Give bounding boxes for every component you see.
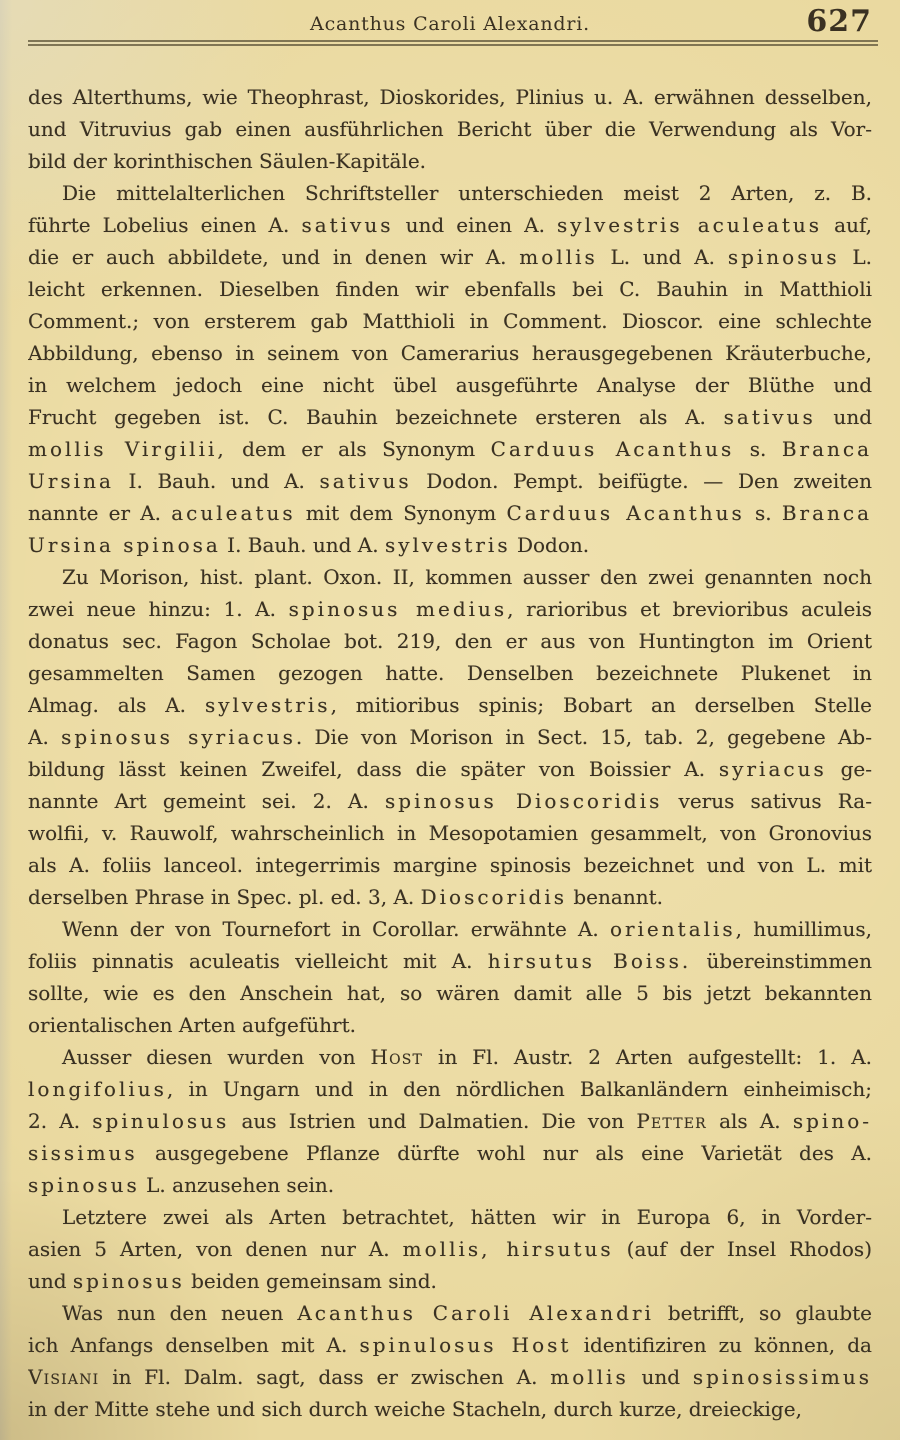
text-line <box>28 1137 872 1169</box>
text-segment: und einen A. <box>393 213 558 237</box>
text-line <box>28 529 872 561</box>
text-segment: beiden gemeinsam sind. <box>184 1269 437 1293</box>
text-segment: Dodon. <box>510 533 590 557</box>
species-name-emphasis: sativus <box>723 405 816 429</box>
species-name-emphasis: orientalis <box>609 917 736 941</box>
species-name-emphasis: Dioscoridis <box>420 885 568 909</box>
species-name-emphasis: sylvestris <box>384 533 511 557</box>
text-segment: , in Ungarn und in den nördlichen Balkanländern einheimisch; <box>166 1077 872 1101</box>
species-name-emphasis: syriacus <box>718 757 827 781</box>
text-segment: (auf der Insel Rhodos) <box>613 1237 872 1261</box>
text-line <box>28 1297 872 1329</box>
text-segment: Letztere zwei als Arten betrachtet, hätten wir in Europa 6, in Vorder- <box>62 1205 872 1229</box>
text-segment: und Vitruvius gab einen ausführlichen Bericht über die Verwendung als Vor- <box>28 117 872 141</box>
text-line <box>28 1169 872 1201</box>
text-segment: Dodon. Pempt. beifügte. — Den zweiten <box>411 469 872 493</box>
text-line <box>28 497 872 529</box>
species-name-emphasis: sissimus <box>28 1141 138 1165</box>
species-name-emphasis: Ursina spinosa <box>28 533 221 557</box>
text-segment: 2. A. <box>28 1109 93 1133</box>
species-name-emphasis: mollis <box>550 1365 629 1389</box>
text-line <box>28 977 872 1009</box>
text-segment: I. Bauh. und A. <box>220 533 385 557</box>
text-line <box>28 913 872 945</box>
species-name-emphasis: spinosus <box>28 1173 140 1197</box>
text-line <box>28 1041 872 1073</box>
species-name-emphasis: spinulosus <box>92 1109 230 1133</box>
text-segment: , mitioribus spinis; Bobart an derselben Stelle <box>330 693 872 717</box>
text-segment: in der Mitte stehe und sich durch weiche Stacheln, durch kurze, dreieckige, <box>28 1397 802 1421</box>
text-line <box>28 785 872 817</box>
text-line <box>28 881 872 913</box>
text-segment: als A. foliis lanceol. integerrimis margine spinosis bezeichnet und von L. mit <box>28 853 872 877</box>
text-segment: betrifft, so glaubte <box>653 1301 872 1325</box>
text-line <box>28 721 872 753</box>
text-line <box>28 945 872 977</box>
text-segment: L. anzusehen sein. <box>139 1173 335 1197</box>
species-name-emphasis: spinosissimus <box>692 1365 872 1389</box>
text-segment: Was nun den neuen <box>62 1301 298 1325</box>
text-segment: Zu Morison, hist. plant. Oxon. II, kommen ausser den zwei genannten noch <box>62 565 872 589</box>
species-name-emphasis: spino- <box>792 1109 872 1133</box>
text-line <box>28 81 872 113</box>
text-line <box>28 145 872 177</box>
text-segment: foliis pinnatis aculeatis vielleicht mit A. <box>28 949 488 973</box>
text-segment: ge- <box>826 757 872 781</box>
species-name-emphasis: spinosus medius <box>288 597 508 621</box>
text-line <box>28 209 872 241</box>
text-segment: dem er als Synonym <box>226 437 491 461</box>
text-segment: Die mittelalterlichen Schriftsteller unterschieden meist 2 Arten, z. B. <box>62 181 872 205</box>
text-segment: zwei neue hinzu: 1. A. <box>28 597 289 621</box>
text-line <box>28 1073 872 1105</box>
species-name-emphasis: sylvestris <box>204 693 331 717</box>
text-segment: als A. <box>706 1109 793 1133</box>
text-segment: L. <box>839 245 872 269</box>
running-title: Acanthus Caroli Alexandri. <box>310 13 590 35</box>
body-text <box>28 81 872 1425</box>
text-segment: in Fl. Austr. 2 Arten aufgestellt: 1. A. <box>423 1045 872 1069</box>
text-line <box>28 305 872 337</box>
text-segment: und <box>815 405 872 429</box>
text-segment: und <box>628 1365 693 1389</box>
text-line <box>28 113 872 145</box>
text-segment: nannte Art gemeint sei. 2. A. <box>28 789 385 813</box>
text-segment: . Die von Morison in Sect. 15, tab. 2, gegebene Ab- <box>295 725 872 749</box>
text-segment: orientalischen Arten aufgeführt. <box>28 1013 356 1037</box>
text-segment: übereinstimmen <box>691 949 872 973</box>
text-line <box>28 337 872 369</box>
species-name-emphasis: spinosus syriacus <box>61 725 296 749</box>
text-line <box>28 1233 872 1265</box>
text-line <box>28 401 872 433</box>
text-segment: derselben Phrase in Spec. pl. ed. 3, A. <box>28 885 421 909</box>
species-name-emphasis: spinosus <box>72 1269 185 1293</box>
text-line <box>28 177 872 209</box>
text-line <box>28 593 872 625</box>
text-line <box>28 753 872 785</box>
text-segment: sollte, wie es den Anschein hat, so wären damit alle 5 bis jetzt bekannten <box>28 981 872 1005</box>
text-segment: ausgegebene Pflanze dürfte wohl nur als eine Varietät des A. <box>137 1141 872 1165</box>
species-name-emphasis: sativus <box>319 469 412 493</box>
text-line <box>28 433 872 465</box>
text-line <box>28 849 872 881</box>
text-segment: in welchem jedoch eine nicht übel ausgeführte Analyse der Blüthe und <box>28 373 872 397</box>
text-segment: aus Istrien und Dalmatien. Die von <box>229 1109 637 1133</box>
text-line <box>28 241 872 273</box>
text-line <box>28 1105 872 1137</box>
text-line <box>28 1329 872 1361</box>
text-segment: Almag. als A. <box>28 693 205 717</box>
text-segment: Abbildung, ebenso in seinem von Camerarius herausgegebenen Kräuterbuche, <box>28 341 872 365</box>
text-segment: auf, <box>822 213 872 237</box>
text-segment: Comment.; von ersterem gab Matthioli in Comment. Dioscor. eine schlechte <box>28 309 872 333</box>
text-segment: nannte er A. <box>28 501 172 525</box>
species-name-emphasis: Carduus Acanthus <box>490 437 735 461</box>
text-segment: L. und A. <box>597 245 728 269</box>
text-segment: , rarioribus et brevioribus aculeis <box>507 597 872 621</box>
text-segment: wolfii, v. Rauwolf, wahrscheinlich in Mesopotamien gesammelt, von Gronovius <box>28 821 872 845</box>
author-name-smallcaps: Visiani <box>28 1365 100 1389</box>
author-name-smallcaps: Host <box>370 1045 424 1069</box>
species-name-emphasis: Carduus Acanthus <box>506 501 745 525</box>
species-name-emphasis: longifolius <box>28 1077 167 1101</box>
text-line <box>28 1009 872 1041</box>
text-segment: , humillimus, <box>735 917 872 941</box>
text-segment: s. <box>744 501 782 525</box>
species-name-emphasis: mollis Virgilii, <box>28 437 227 461</box>
text-segment: identifiziren zu können, da <box>571 1333 872 1357</box>
text-segment: benannt. <box>567 885 663 909</box>
header-double-rule <box>28 40 878 46</box>
species-name-emphasis: Acanthus Caroli Alexandri <box>297 1301 654 1325</box>
species-name-emphasis: sylvestris aculeatus <box>557 213 823 237</box>
text-line <box>28 1265 872 1297</box>
text-segment: führte Lobelius einen A. <box>28 213 302 237</box>
text-segment: ich Anfangs denselben mit A. <box>28 1333 360 1357</box>
text-line <box>28 1361 872 1393</box>
species-name-emphasis: spinulosus Host <box>359 1333 572 1357</box>
species-name-emphasis: hirsutus Boiss. <box>487 949 692 973</box>
text-segment: donatus sec. Fagon Scholae bot. 219, den er aus von Huntington im Orient <box>28 629 872 653</box>
text-segment: die er auch abbildete, und in denen wir A. <box>28 245 520 269</box>
text-segment: Ausser diesen wurden von <box>62 1045 371 1069</box>
text-segment: mit dem Synonym <box>295 501 507 525</box>
text-segment: in Fl. Dalm. sagt, dass er zwischen A. <box>99 1365 551 1389</box>
text-segment: leicht erkennen. Dieselben finden wir ebenfalls bei C. Bauhin in Matthioli <box>28 277 872 301</box>
text-segment: asien 5 Arten, von denen nur A. <box>28 1237 403 1261</box>
species-name-emphasis: Branca <box>781 501 872 525</box>
text-segment: und <box>28 1269 73 1293</box>
species-name-emphasis: spinosus <box>727 245 840 269</box>
text-segment: bildung lässt keinen Zweifel, dass die später von Boissier A. <box>28 757 719 781</box>
author-name-smallcaps: Petter <box>636 1109 707 1133</box>
text-line <box>28 369 872 401</box>
text-segment: bild der korinthischen Säulen-Kapitäle. <box>28 149 427 173</box>
text-line <box>28 1393 872 1425</box>
text-segment: verus sativus Ra- <box>662 789 872 813</box>
species-name-emphasis: mollis <box>519 245 598 269</box>
text-line <box>28 657 872 689</box>
species-name-emphasis: Ursina <box>28 469 114 493</box>
text-segment: gesammelten Samen gezogen hatte. Denselben bezeichnete Plukenet in <box>28 661 872 685</box>
text-line <box>28 561 872 593</box>
species-name-emphasis: Branca <box>781 437 872 461</box>
text-segment: des Alterthums, wie Theophrast, Dioskorides, Plinius u. A. erwähnen desselben, <box>28 85 872 109</box>
text-line <box>28 465 872 497</box>
text-segment: Frucht gegeben ist. C. Bauhin bezeichnete ersteren als A. <box>28 405 724 429</box>
text-line <box>28 625 872 657</box>
text-line <box>28 689 872 721</box>
text-segment: I. Bauh. und A. <box>113 469 320 493</box>
text-segment: s. <box>734 437 782 461</box>
text-line <box>28 1201 872 1233</box>
text-segment: Wenn der von Tournefort in Corollar. erwähnte A. <box>62 917 610 941</box>
page-number: 627 <box>806 4 872 39</box>
text-line <box>28 273 872 305</box>
species-name-emphasis: mollis, hirsutus <box>402 1237 614 1261</box>
text-segment: A. <box>28 725 62 749</box>
species-name-emphasis: sativus <box>301 213 394 237</box>
species-name-emphasis: aculeatus <box>171 501 296 525</box>
text-line <box>28 817 872 849</box>
species-name-emphasis: spinosus Dioscoridis <box>385 789 663 813</box>
